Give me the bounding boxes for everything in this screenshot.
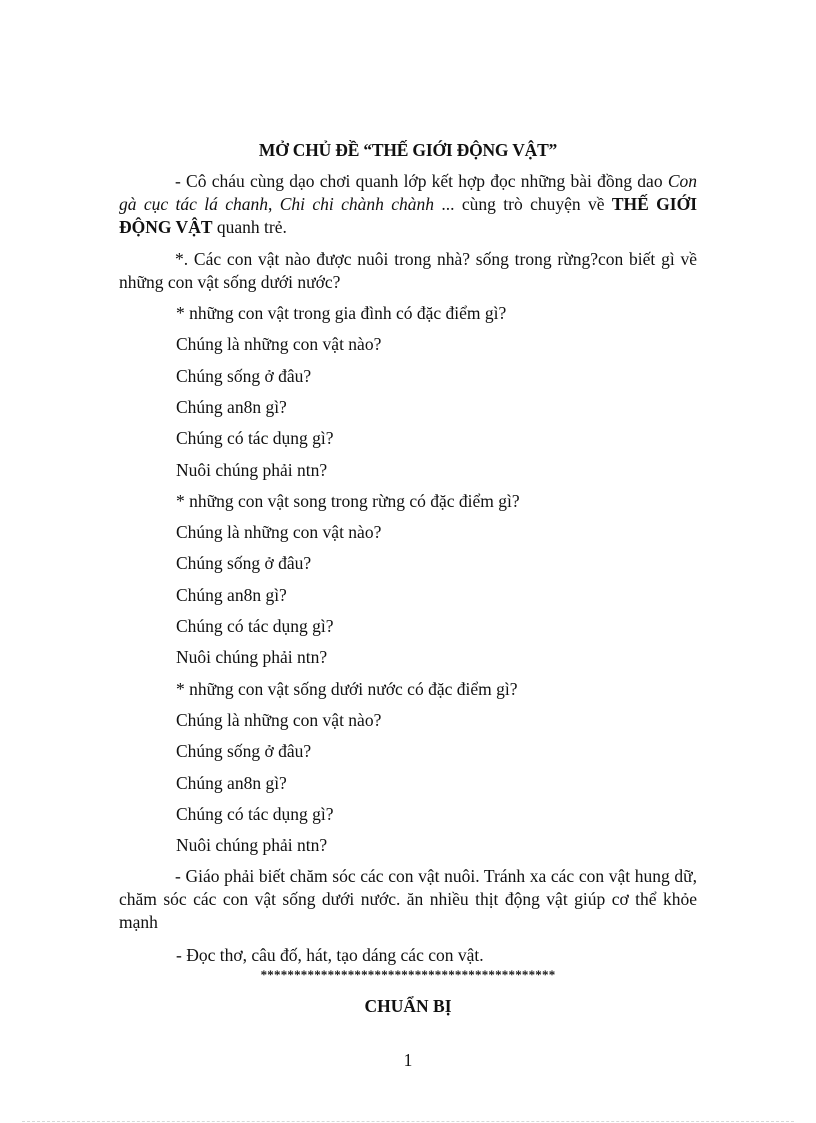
page-title: MỞ CHỦ ĐỀ “THẾ GIỚI ĐỘNG VẬT”: [258, 140, 558, 160]
song-title-1: Con gà cục tác lá chanh: [119, 171, 697, 214]
question-paragraph: [119, 248, 697, 294]
theme-name: THẾ GIỚI ĐỘNG VẬT: [119, 194, 698, 237]
question-line: Chúng sống ở đâu?: [176, 741, 312, 762]
question-line: Chúng an8n gì?: [176, 584, 287, 605]
page-footer-rule: [22, 1121, 794, 1122]
question-line: Chúng có tác dụng gì?: [176, 803, 334, 824]
question-heading: * những con vật trong gia đình có đặc điểm gì?: [176, 303, 507, 323]
question-line: Chúng an8n gì?: [176, 396, 287, 417]
question-line: Chúng là những con vật nào?: [176, 334, 382, 355]
question-line: Nuôi chúng phải ntn?: [176, 459, 328, 480]
activities-line: - Đọc thơ, câu đố, hát, tạo dáng các con vật.: [176, 945, 484, 965]
question-line: Chúng an8n gì?: [176, 772, 287, 793]
page-number: 1: [403, 1050, 413, 1070]
question-text: *. Các con vật nào được nuôi trong nhà? sống trong rừng?con biết gì về những con vật sống dưới nước?: [119, 249, 697, 292]
intro-middle: ... cùng trò chuyện về: [434, 194, 612, 214]
section-title: CHUẨN BỊ: [364, 996, 452, 1016]
question-line: Nuôi chúng phải ntn?: [176, 647, 328, 668]
question-line: Nuôi chúng phải ntn?: [176, 835, 328, 856]
question-heading: * những con vật song trong rừng có đặc điểm gì?: [176, 490, 520, 511]
intro-paragraph: [119, 170, 697, 239]
separator-stars: ********************************************: [260, 967, 556, 982]
question-line: Chúng có tác dụng gì?: [176, 616, 334, 636]
separator-comma: ,: [268, 194, 280, 214]
question-line: Chúng sống ở đâu?: [176, 553, 312, 574]
education-paragraph: [119, 865, 697, 934]
song-title-2: Chi chi chành chành: [279, 194, 435, 214]
intro-text: - Cô cháu cùng dạo chơi quanh lớp kết hợp đọc những bài đồng dao: [175, 171, 663, 191]
question-heading: * những con vật sống dưới nước có đặc điểm gì?: [176, 678, 518, 699]
question-line: Chúng có tác dụng gì?: [176, 428, 334, 449]
question-line: Chúng là những con vật nào?: [176, 522, 382, 543]
question-line: Chúng sống ở đâu?: [176, 365, 312, 386]
question-line: Chúng là những con vật nào?: [176, 709, 382, 730]
intro-end: quanh trẻ.: [212, 217, 287, 237]
education-text: - Giáo phải biết chăm sóc các con vật nuôi. Tránh xa các con vật hung dữ, chăm sóc các con vật sống dưới nước. ăn nhiều thịt động vật giúp cơ thể khỏe mạnh: [119, 866, 697, 932]
